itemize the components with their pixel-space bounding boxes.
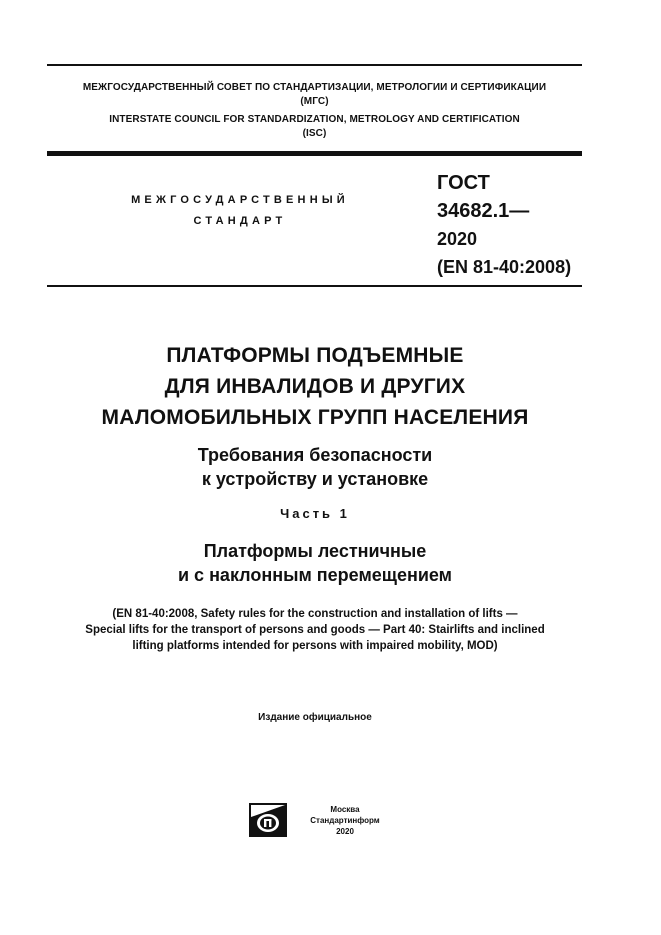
gost-reference: (EN 81-40:2008) bbox=[437, 257, 572, 277]
bottom-divider bbox=[47, 285, 582, 287]
part-title bbox=[40, 539, 590, 587]
council-name-en bbox=[47, 113, 582, 141]
gost-year: 2020 bbox=[437, 229, 478, 249]
part-title-line1: Платформы лестничные bbox=[203, 541, 427, 561]
publisher-imprint bbox=[305, 804, 385, 837]
english-title-line3: lifting platforms intended for persons with impaired mobility, MOD) bbox=[132, 640, 498, 652]
document-title bbox=[40, 340, 590, 433]
imprint-year: 2020 bbox=[336, 827, 354, 836]
imprint-publisher: Стандартинформ bbox=[310, 816, 380, 825]
english-title-line1: (EN 81-40:2008, Safety rules for the construction and installation of lifts — bbox=[112, 608, 518, 620]
standartinform-logo-icon bbox=[249, 803, 287, 837]
gost-number: 34682.1— bbox=[437, 200, 530, 222]
standard-designation bbox=[437, 169, 571, 281]
standard-type-label-line2: СТАНДАРТ bbox=[193, 215, 287, 227]
council-ru-abbrev: (МГС) bbox=[300, 96, 329, 107]
part-title-line2: и с наклонным перемещением bbox=[177, 565, 453, 585]
subtitle-line1: Требования безопасности bbox=[197, 445, 433, 465]
edition-note: Издание официальное bbox=[258, 712, 372, 723]
document-subtitle bbox=[40, 443, 590, 491]
english-title bbox=[16, 606, 614, 654]
title-line2: ДЛЯ ИНВАЛИДОВ И ДРУГИХ bbox=[164, 375, 466, 398]
title-line3: МАЛОМОБИЛЬНЫХ ГРУПП НАСЕЛЕНИЯ bbox=[101, 406, 529, 429]
imprint-city: Москва bbox=[330, 805, 360, 814]
council-en-abbrev: (ISC) bbox=[302, 128, 327, 139]
gost-label: ГОСТ bbox=[437, 172, 490, 194]
part-number: Часть 1 bbox=[280, 506, 350, 521]
council-ru-line1: МЕЖГОСУДАРСТВЕННЫЙ СОВЕТ ПО СТАНДАРТИЗАЦИИ, МЕТРОЛОГИИ И СЕРТИФИКАЦИИ bbox=[82, 82, 547, 93]
council-en-line1: INTERSTATE COUNCIL FOR STANDARDIZATION, METROLOGY AND CERTIFICATION bbox=[109, 114, 520, 125]
subtitle-line2: к устройству и установке bbox=[201, 469, 429, 489]
top-divider bbox=[47, 64, 582, 66]
thick-divider bbox=[47, 151, 582, 156]
english-title-line2: Special lifts for the transport of persons and goods — Part 40: Stairlifts and inclined bbox=[85, 624, 545, 636]
council-name-ru bbox=[47, 81, 582, 109]
title-line1: ПЛАТФОРМЫ ПОДЪЕМНЫЕ bbox=[166, 344, 464, 367]
standard-type-label-line1: МЕЖГОСУДАРСТВЕННЫЙ bbox=[131, 194, 349, 206]
